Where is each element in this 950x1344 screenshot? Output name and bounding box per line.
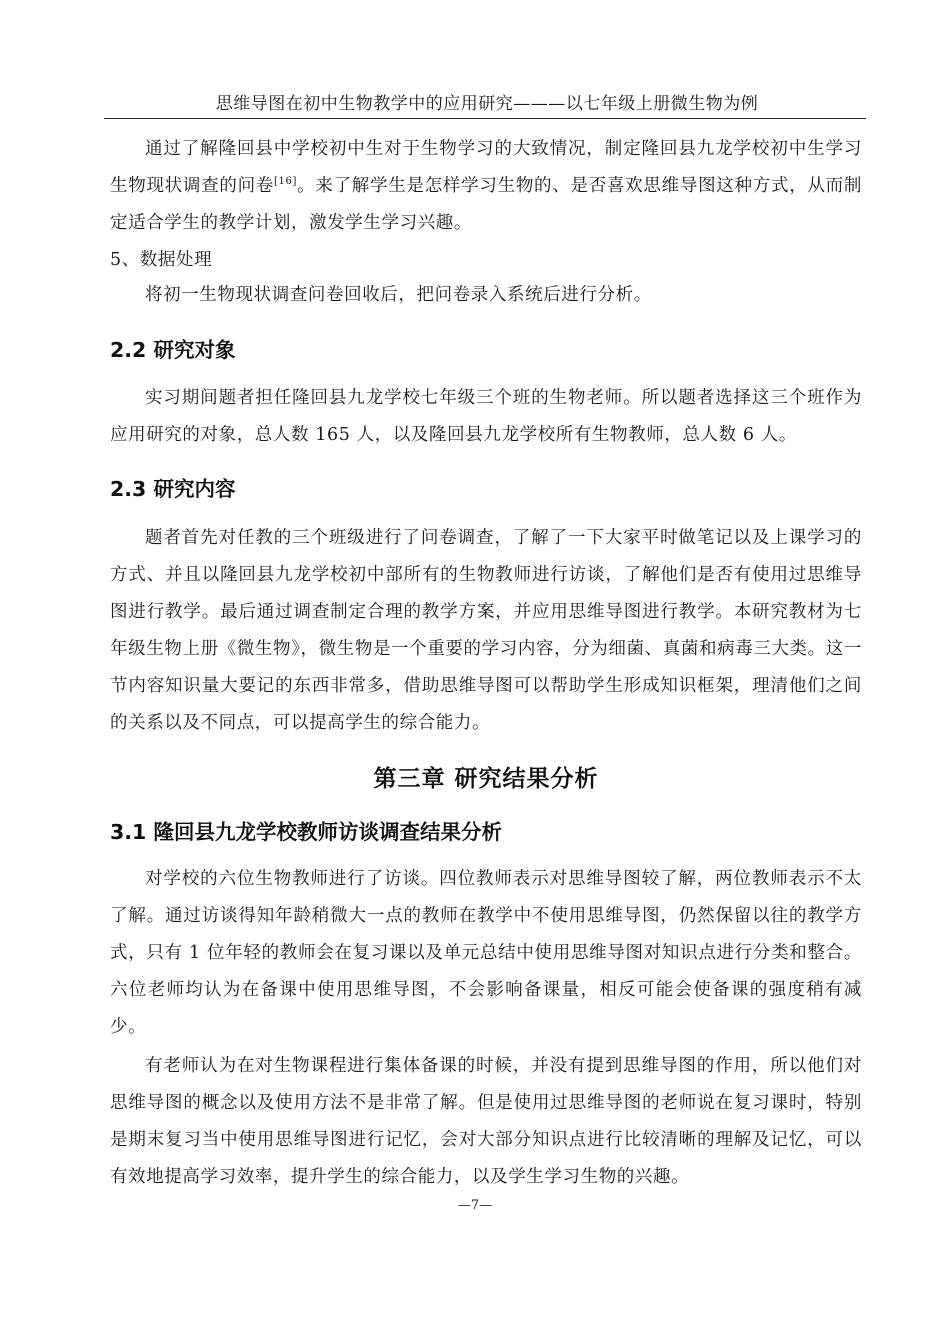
citation-16: [16] bbox=[274, 176, 297, 188]
paragraph-survey-intro-text-a: 通过了解隆回县中学校初中生对于生物学习的大致情况，制定隆回县九龙学校初中生学习生物现状调查的问卷 bbox=[110, 139, 862, 196]
chapter-heading-3: 第三章 研究结果分析 bbox=[373, 766, 599, 792]
paragraph-survey-intro bbox=[110, 131, 862, 242]
page-number: —7— bbox=[457, 1198, 493, 1213]
list-item-data-processing: 5、数据处理 bbox=[110, 250, 213, 270]
header-rule bbox=[104, 118, 866, 119]
running-header: 思维导图在初中生物教学中的应用研究———以七年级上册微生物为例 bbox=[215, 94, 759, 114]
section-heading-2-3: 2.3 研究内容 bbox=[110, 477, 236, 501]
paragraph-teacher-interview: 对学校的六位生物教师进行了访谈。四位教师表示对思维导图较了解，两位教师表示不太了解。通过访谈得知年龄稍微大一点的教师在教学中不使用思维导图，仍然保留以往的教学方式，只有 1 位年轻的教师会在复习课以及单元总结中使用思维导图对知识点进行分类和整合。六位老师均认为在备课中使用思维导图，不会影响备课量，相反可能会使备课的强度稍有减少。 bbox=[110, 869, 862, 1037]
paragraph-survey-intro-text-b: 。来了解学生是怎样学习生物的、是否喜欢思维导图这种方式，从而制定适合学生的教学计划，激发学生学习兴趣。 bbox=[110, 176, 862, 233]
paragraph-research-content: 题者首先对任教的三个班级进行了问卷调查，了解了一下大家平时做笔记以及上课学习的方式、并且以隆回县九龙学校初中部所有的生物教师进行访谈，了解他们是否有使用过思维导图进行教学。最后通过调查制定合理的教学方案，并应用思维导图进行教学。本研究教材为七年级生物上册《微生物》，微生物是一个重要的学习内容，分为细菌、真菌和病毒三大类。这一节内容知识量大要记的东西非常多，借助思维导图可以帮助学生形成知识框架，理清他们之间的关系以及不同点，可以提高学生的综合能力。 bbox=[110, 528, 862, 733]
section-heading-2-2: 2.2 研究对象 bbox=[110, 338, 236, 362]
section-heading-3-1: 3.1 隆回县九龙学校教师访谈调查结果分析 bbox=[110, 820, 502, 844]
page-body bbox=[110, 131, 862, 1196]
paragraph-data-processing: 将初一生物现状调查问卷回收后，把问卷录入系统后进行分析。 bbox=[145, 285, 652, 305]
paragraph-teacher-opinions: 有老师认为在对生物课程进行集体备课的时候，并没有提到思维导图的作用，所以他们对思维导图的概念以及使用方法不是非常了解。但是使用过思维导图的老师说在复习课时，特别是期末复习当中使用思维导图进行记忆，会对大部分知识点进行比较清晰的理解及记忆，可以有效地提高学习效率，提升学生的综合能力，以及学生学习生物的兴趣。 bbox=[110, 1056, 862, 1187]
paragraph-research-subjects: 实习期间题者担任隆回县九龙学校七年级三个班的生物老师。所以题者选择这三个班作为应用研究的对象，总人数 165 人，以及隆回县九龙学校所有生物教师，总人数 6 人。 bbox=[110, 388, 862, 445]
